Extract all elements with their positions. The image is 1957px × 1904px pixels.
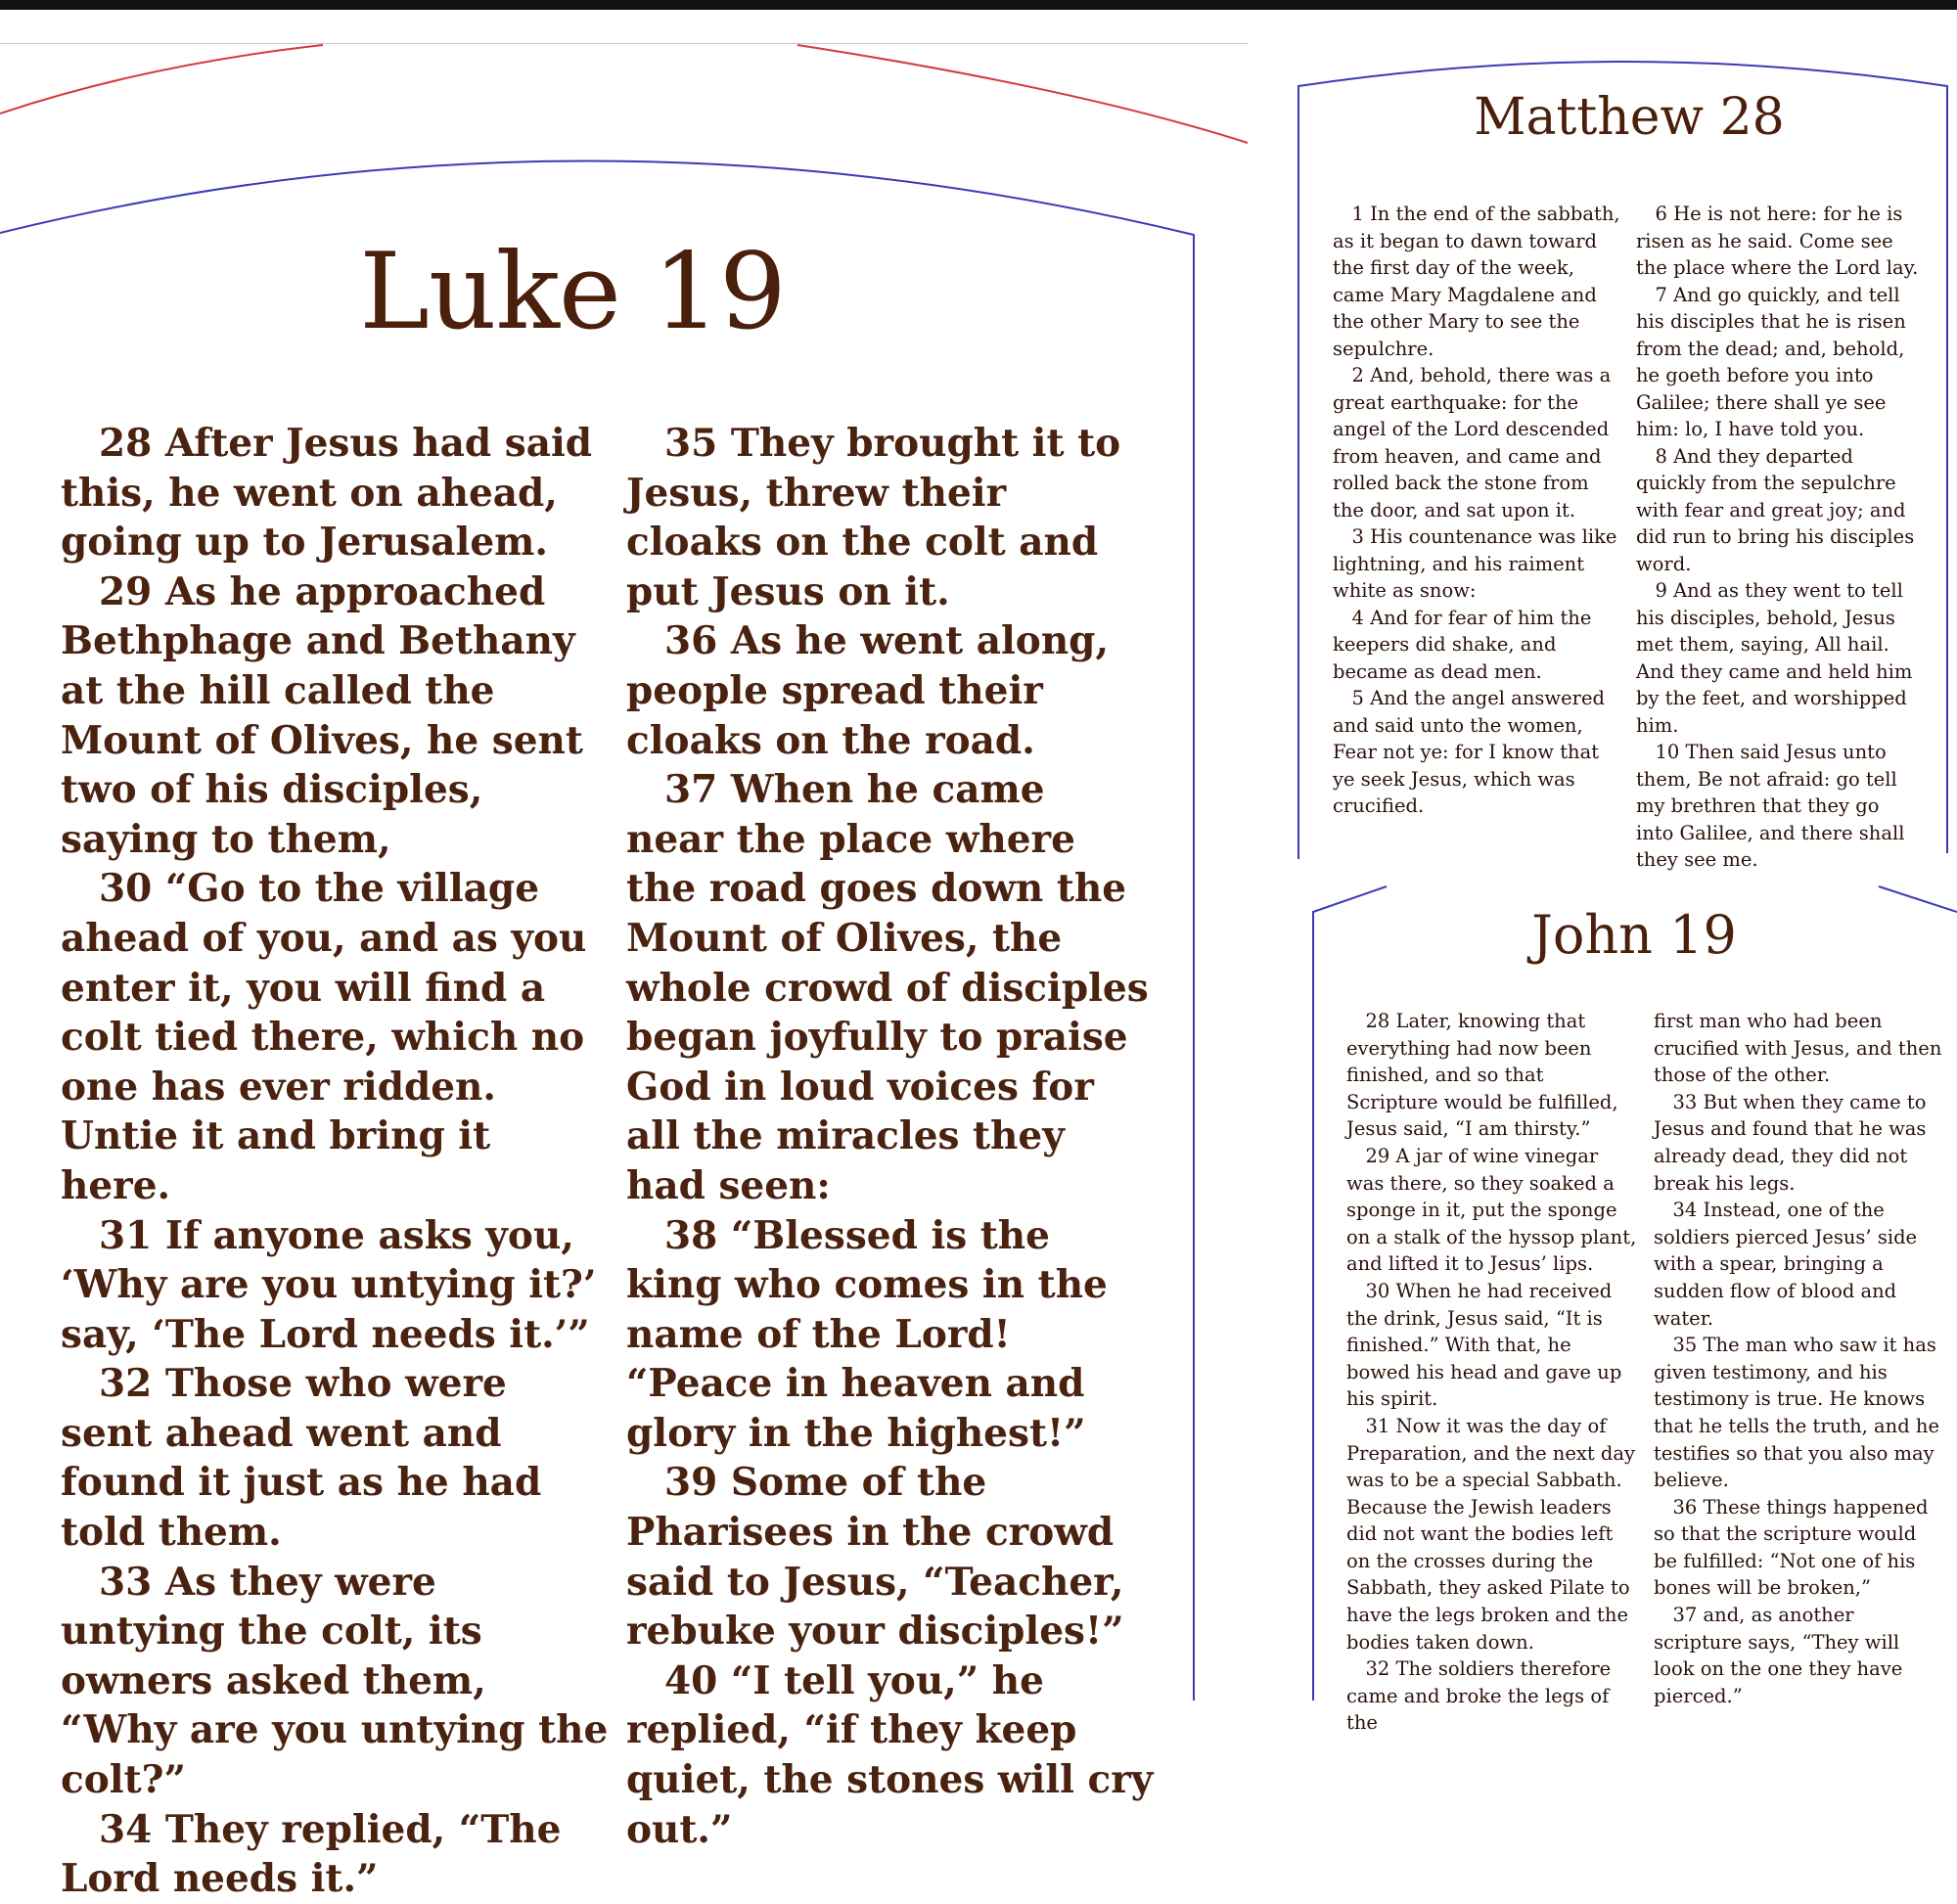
luke-verse: 35 They brought it to Jesus, threw their cloaks on the colt and put Jesus on it.	[626, 421, 1121, 614]
luke-column-2	[626, 419, 1155, 1904]
john-column-2	[1654, 1008, 1943, 1737]
john-verse: 28 Later, knowing that everything had now been finished, and so that Scripture would be fulfilled, Jesus said, “I am thirsty.”	[1346, 1010, 1618, 1141]
matthew-verse: 10 Then said Jesus unto them, Be not afraid: go tell my brethren that they go into Galilee, and there shall they see me.	[1635, 741, 1905, 871]
top-divider	[0, 43, 1248, 44]
luke-verse: 29 As he approached Bethphage and Bethany at the hill called the Mount of Olives, he sent two of his disciples, saying to them,	[61, 568, 583, 862]
matthew-verse: 6 He is not here: for he is risen as he said. Come see the place where the Lord lay.	[1635, 203, 1919, 279]
luke-title: Luke 19	[359, 231, 786, 353]
luke-verse: 28 After Jesus had said this, he went on ahead, going up to Jerusalem.	[61, 421, 593, 566]
john-verse: 36 These things happened so that the scripture would be fulfilled: “Not one of his bones will be broken,”	[1654, 1495, 1929, 1600]
matthew-title: Matthew 28	[1474, 88, 1785, 147]
matthew-verse: 5 And the angel answered and said unto the women, Fear not ye: for I know that ye seek Jesus, which was crucified.	[1333, 687, 1605, 817]
matthew-column-1	[1333, 201, 1624, 874]
john-column-1	[1346, 1008, 1640, 1737]
luke-column-1	[61, 419, 609, 1904]
matthew-column-2	[1636, 201, 1920, 874]
luke-verse: 39 Some of the Pharisees in the crowd said to Jesus, “Teacher, rebuke your disciples!”	[626, 1460, 1124, 1655]
john-verse: 33 But when they came to Jesus and found that he was already dead, they did not break his legs.	[1654, 1090, 1927, 1195]
luke-verse: 33 As they were untying the colt, its owners asked them, “Why are you untying the colt?”	[61, 1559, 609, 1803]
luke-verse: 40 “I tell you,” he replied, “if they keep quiet, the stones will cry out.”	[626, 1657, 1154, 1852]
matthew-verse: 1 In the end of the sabbath, as it began to dawn toward the first day of the week, came Mary Magdalene and the other Mary to see the sepulchre.	[1333, 203, 1620, 360]
luke-verse: 31 If anyone asks you, ‘Why are you untying it?’ say, ‘The Lord needs it.’”	[61, 1212, 597, 1357]
john-verse: 35 The man who saw it has given testimony, and his testimony is true. He knows that he tells the truth, and he testifies so that you also may believe.	[1654, 1334, 1940, 1492]
luke-verse: 32 Those who were sent ahead went and found it just as he had told them.	[61, 1361, 542, 1556]
john-verse: 34 Instead, one of the soldiers pierced Jesus’ side with a spear, bringing a sudden flow of blood and water.	[1654, 1199, 1918, 1330]
matthew-verse: 8 And they departed quickly from the sepulchre with fear and great joy; and did run to bring his disciples word.	[1635, 444, 1915, 575]
john-verse: 37 and, as another scripture says, “They will look on the one they have pierced.”	[1654, 1604, 1903, 1707]
john-verse: 30 When he had received the drink, Jesus said, “It is finished.” With that, he bowed his head and gave up his spirit.	[1346, 1279, 1622, 1411]
matthew-verse: 2 And, behold, there was a great earthquake: for the angel of the Lord descended from heaven, and came and rolled back the stone from the door, and sat upon it.	[1333, 364, 1612, 521]
john-verse: 32 The soldiers therefore came and broke the legs of the	[1346, 1657, 1612, 1735]
john-title: John 19	[1531, 904, 1737, 966]
john-verse: 31 Now it was the day of Preparation, and the next day was to be a special Sabbath. Because the Jewish leaders did not want the bodies left on the crosses during the Sabbath, they asked Pilate to have the legs broken and the bodies taken down.	[1346, 1414, 1636, 1654]
luke-verse: 36 As he went along, people spread their cloaks on the road.	[626, 618, 1110, 763]
top-dark-bar	[0, 0, 1957, 10]
john-text	[1346, 1008, 1943, 1737]
red-arc-right	[797, 45, 1248, 143]
luke-verse: 37 When he came near the place where the road goes down the Mount of Olives, the whole crowd of disciples began joyfully to praise God in loud voices for all the miracles they had seen:	[626, 767, 1149, 1208]
red-arc-left	[0, 45, 323, 113]
matthew-verse: 7 And go quickly, and tell his disciples that he is risen from the dead; and, behold, he goeth before you into Galilee; there shall ye see him: lo, I have told you.	[1635, 283, 1906, 440]
john-verse: 29 A jar of wine vinegar was there, so they soaked a sponge in it, put the sponge on a stalk of the hyssop plant, and lifted it to Jesus’ lips.	[1346, 1144, 1637, 1276]
luke-verse: 30 “Go to the village ahead of you, and as you enter it, you will find a colt tied there, which no one has ever ridden. Untie it and bring it here.	[61, 866, 587, 1208]
luke-verse: 34 They replied, “The Lord needs it.”	[61, 1806, 562, 1902]
matthew-text	[1333, 201, 1920, 874]
luke-text	[61, 419, 1176, 1904]
luke-verse: 38 “Blessed is the king who comes in the name of the Lord! “Peace in heaven and glory in the highest!”	[626, 1212, 1108, 1456]
matthew-verse: 9 And as they went to tell his disciples, behold, Jesus met them, saying, All hail. And they came and held him by the feet, and worshipped him.	[1635, 579, 1913, 737]
matthew-verse: 3 His countenance was like lightning, and his raiment white as snow:	[1333, 525, 1617, 602]
john-verse-continued: first man who had been crucified with Jesus, and then those of the other.	[1654, 1010, 1942, 1087]
matthew-verse: 4 And for fear of him the keepers did shake, and became as dead men.	[1333, 606, 1592, 683]
